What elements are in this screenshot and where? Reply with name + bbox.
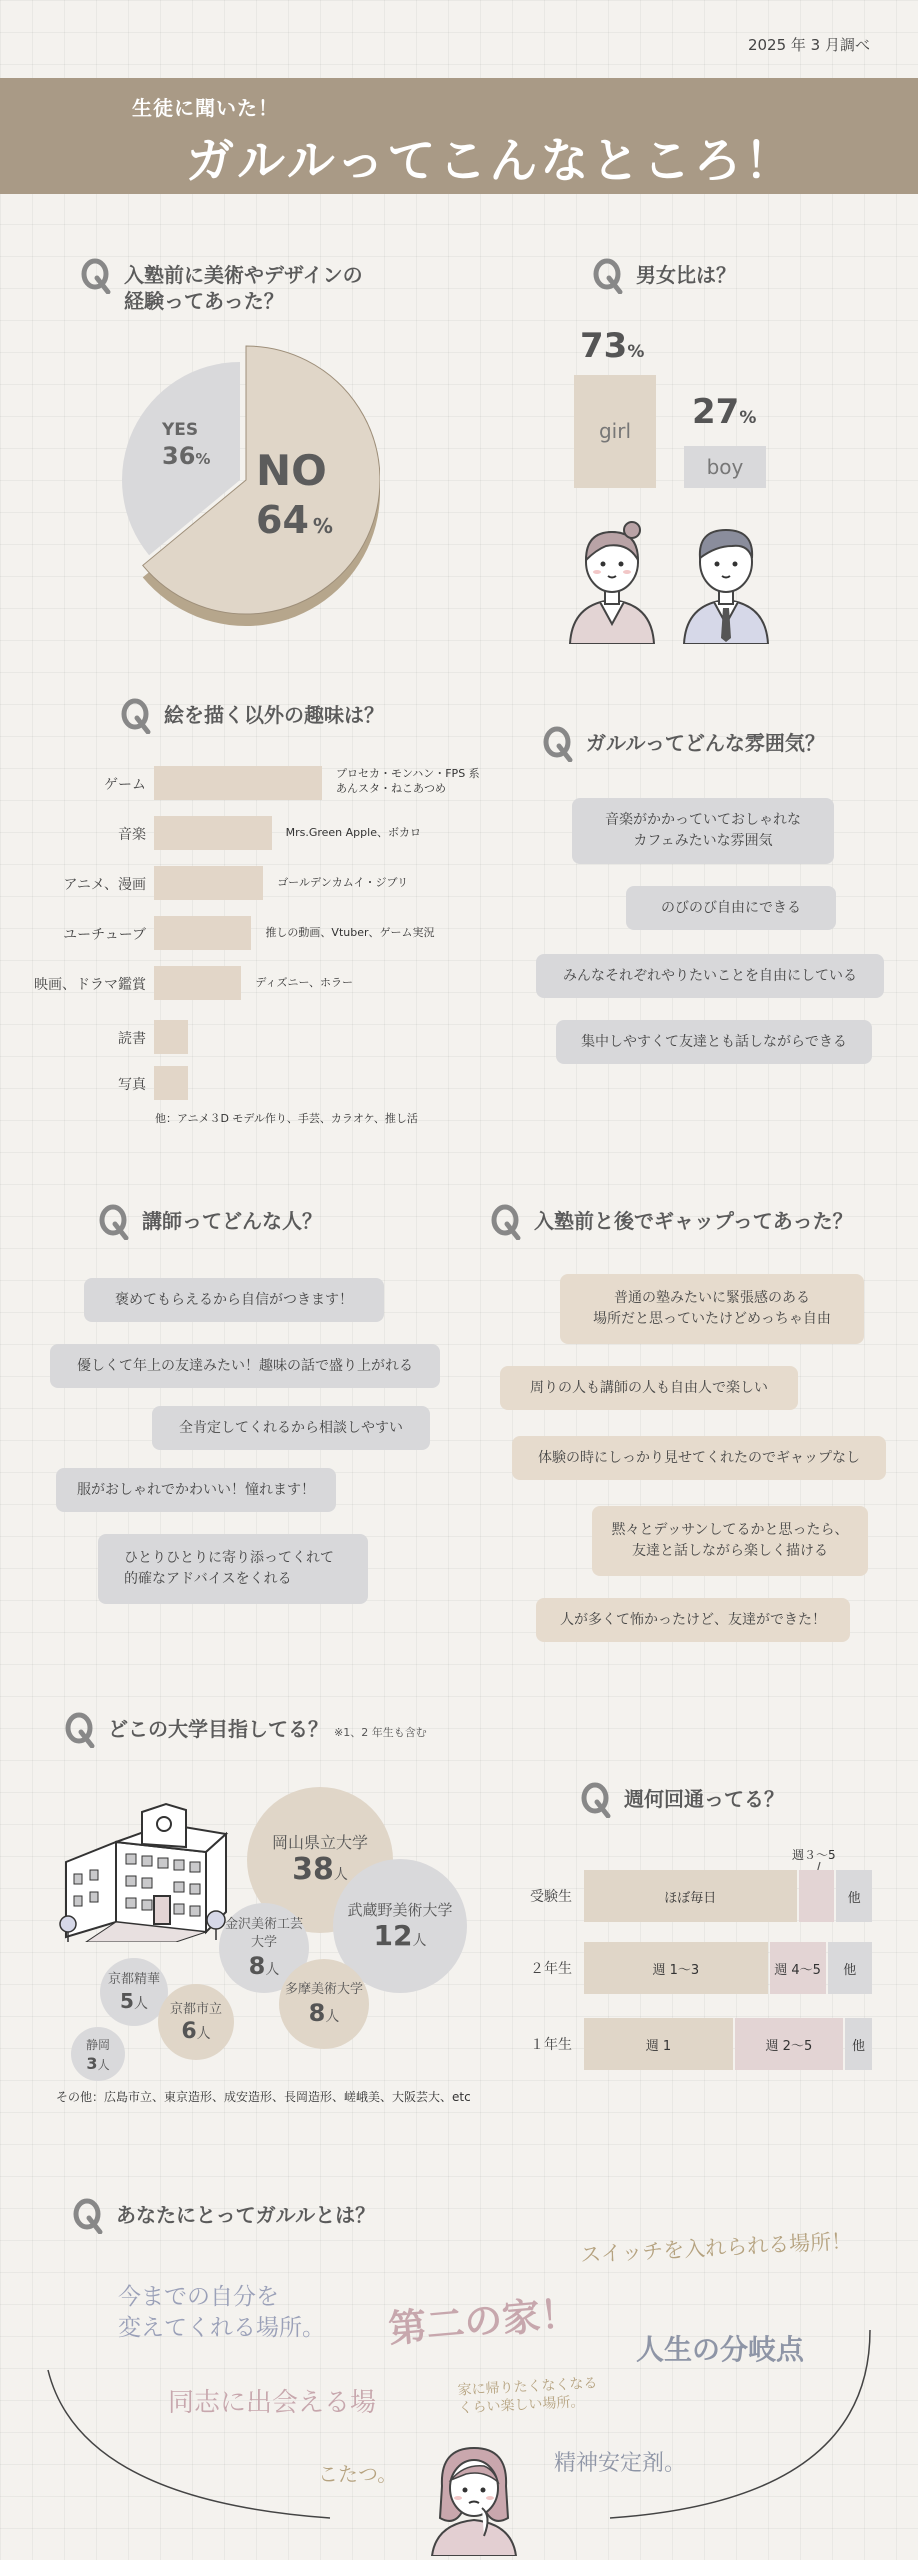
university-bubble-musashino: 武蔵野美術大学 12人 (333, 1859, 467, 1993)
universities-other: その他：広島市立、東京造形、成安造形、長岡造形、嵯峨美、大阪芸大、etc (56, 2090, 471, 2104)
hobby-note: ディズニー、ホラー (255, 976, 354, 989)
universities-note: ※1、2 年生も含む (334, 1726, 427, 1739)
gender-question (592, 258, 736, 294)
word-fun: 家に帰りたくなくなる くらい楽しい場所。 (457, 2375, 598, 2417)
hobbies-question (120, 698, 384, 734)
boy-illustration (676, 512, 776, 644)
hobby-label: 読書 (118, 1031, 146, 1047)
gap-answer-4: 黙々とデッサンしてるかと思ったら、 友達と話しながら楽しく描ける (592, 1506, 868, 1576)
frequency-callout: 週３～5 (792, 1848, 836, 1862)
thinking-girl-illustration (424, 2440, 524, 2556)
frequency-row-label: １年生 (530, 2037, 572, 2053)
frequency-segment: 他 (845, 2018, 872, 2070)
q-icon (120, 698, 154, 734)
teachers-answer-3: 全肯定してくれるから相談しやすい (152, 1406, 430, 1450)
q-icon (580, 1782, 614, 1818)
teachers-question-text: 講師ってどんな人？ (142, 1209, 322, 1233)
teachers-question (98, 1204, 322, 1240)
pie-value-yes: 36% (162, 442, 211, 470)
experience-question (80, 258, 363, 314)
hobby-bar (154, 866, 263, 900)
frequency-segment: 週 4～5 (770, 1942, 826, 1994)
q-icon (490, 1204, 524, 1240)
atmosphere-answer-2: のびのび自由にできる (626, 886, 836, 930)
atmosphere-answer-1: 音楽がかかっていておしゃれな カフェみたいな雰囲気 (572, 798, 834, 864)
q-icon (72, 2198, 106, 2234)
gap-answer-1: 普通の塾みたいに緊張感のある 場所だと思っていたけどめっちゃ自由 (560, 1274, 864, 1344)
frequency-segment: 週 1～3 (584, 1942, 768, 1994)
meaning-question (72, 2198, 375, 2234)
q-icon (542, 726, 576, 762)
gap-answer-2: 周りの人も講師の人も自由人で楽しい (500, 1366, 798, 1410)
word-change: 今までの自分を 変えてくれる場所。 (118, 2284, 325, 2341)
hobby-bar (154, 766, 322, 800)
gap-question (490, 1204, 853, 1240)
word-switch: スイッチを入れられる場所！ (579, 2228, 853, 2268)
word-crossroad: 人生の分岐点 (636, 2333, 805, 2366)
experience-question-line1: 入塾前に美術やデザインの (124, 263, 363, 287)
teachers-answer-2: 優しくて年上の友達みたい！趣味の話で盛り上がれる (50, 1344, 440, 1388)
hobby-note: Mrs.Green Apple、ボカロ (285, 826, 421, 839)
title-banner (0, 78, 918, 194)
experience-pie-chart (110, 330, 380, 630)
hobby-bar (154, 916, 251, 950)
university-bubble-okayama: 岡山県立大学 38人 (247, 1787, 393, 1933)
word-home: 第二の家！ (386, 2289, 580, 2352)
girl-illustration (562, 512, 662, 644)
frequency-segment: 週 2～5 (735, 2018, 843, 2070)
hobby-label: 写真 (118, 1077, 146, 1093)
girl-bar: girl (574, 375, 656, 488)
atmosphere-answer-4: 集中しやすくて友達とも話しながらできる (556, 1020, 872, 1064)
hobby-note: プロセカ・モンハン・FPS 系 あんスタ・ねこあつめ (336, 767, 480, 795)
meaning-question-text: あなたにとってガルルとは？ (116, 2203, 376, 2227)
word-comrades: 同志に出会える場 (168, 2388, 377, 2418)
word-kotatsu: こたつ。 (318, 2462, 398, 2486)
experience-question-line2: 経験ってあった？ (124, 289, 284, 313)
banner-subtitle: 生徒に聞いた！ (132, 96, 279, 120)
frequency-segment: 週 1 (584, 2018, 733, 2070)
gap-answer-5: 人が多くて怖かったけど、友達ができた！ (536, 1598, 850, 1642)
university-bubble-tama: 多摩美術大学 8人 (279, 1959, 369, 2049)
gender-question-text: 男女比は？ (636, 263, 736, 287)
frequency-row-label: ２年生 (530, 1961, 572, 1977)
atmosphere-question-text: ガルルってどんな雰囲気？ (586, 731, 825, 755)
q-icon (80, 258, 114, 294)
frequency-row-label: 受験生 (530, 1889, 572, 1905)
hobby-label: 音楽 (118, 827, 146, 843)
frequency-question-text: 週何回通ってる？ (624, 1787, 784, 1811)
frequency-question (580, 1782, 784, 1818)
university-bubble-kanazawa: 金沢美術工芸大学 8人 (219, 1903, 309, 1993)
atmosphere-answer-3: みんなそれぞれやりたいことを自由にしている (536, 954, 884, 998)
hobby-bar (154, 966, 241, 1000)
teachers-answer-1: 褒めてもらえるから自信がつきます！ (84, 1278, 384, 1322)
pie-value-no: 64 % (256, 498, 333, 542)
frequency-segment: ほぼ毎日 (584, 1870, 797, 1922)
survey-date: 2025 年 3 月調べ (747, 36, 870, 54)
frequency-segment: 他 (836, 1870, 872, 1922)
hobby-note: 推しの動画、Vtuber、ゲーム実況 (265, 926, 435, 939)
university-bubble-shizuoka: 静岡 3人 (71, 2027, 125, 2081)
gap-answer-3: 体験の時にしっかり見せてくれたのでギャップなし (512, 1436, 886, 1480)
atmosphere-question (542, 726, 825, 762)
pie-label-no: NO (256, 446, 327, 495)
hobby-label: ユーチューブ (63, 927, 146, 943)
frequency-segment: 他 (828, 1942, 872, 1994)
university-bubble-kyoto-seika: 京都精華 5人 (100, 1958, 168, 2026)
hobby-label: アニメ、漫画 (63, 877, 146, 893)
q-icon (98, 1204, 132, 1240)
hobbies-footnote: 他：アニメ３D モデル作り、手芸、カラオケ、推し活 (155, 1112, 418, 1125)
hobby-bar (154, 1020, 188, 1054)
school-building-illustration (56, 1792, 236, 1942)
universities-question (64, 1712, 427, 1748)
banner-title: ガルルってこんなところ！ (186, 133, 796, 189)
hobby-bar (154, 1066, 188, 1100)
q-icon (64, 1712, 98, 1748)
hobby-bar (154, 816, 272, 850)
word-tranquilizer: 精神安定剤。 (554, 2451, 687, 2476)
hobby-label: ゲーム (104, 777, 146, 793)
hobby-label: 映画、ドラマ鑑賞 (34, 977, 146, 993)
girl-percent: 73% (580, 326, 645, 366)
gap-question-text: 入塾前と後でギャップってあった？ (534, 1209, 853, 1233)
q-icon (592, 258, 626, 294)
universities-question-text: どこの大学目指してる？ (108, 1717, 328, 1741)
university-bubble-kyoto-city: 京都市立 6人 (158, 1984, 234, 2060)
boy-percent: 27% (692, 392, 757, 432)
hobbies-question-text: 絵を描く以外の趣味は？ (164, 703, 384, 727)
teachers-answer-4: 服がおしゃれでかわいい！憧れます！ (56, 1468, 336, 1512)
hobby-note: ゴールデンカムイ・ジブリ (277, 876, 409, 889)
pie-label-yes: YES (162, 420, 199, 440)
boy-bar: boy (684, 446, 766, 488)
teachers-answer-5: ひとりひとりに寄り添ってくれて 的確なアドバイスをくれる (98, 1534, 368, 1604)
frequency-segment (799, 1870, 835, 1922)
